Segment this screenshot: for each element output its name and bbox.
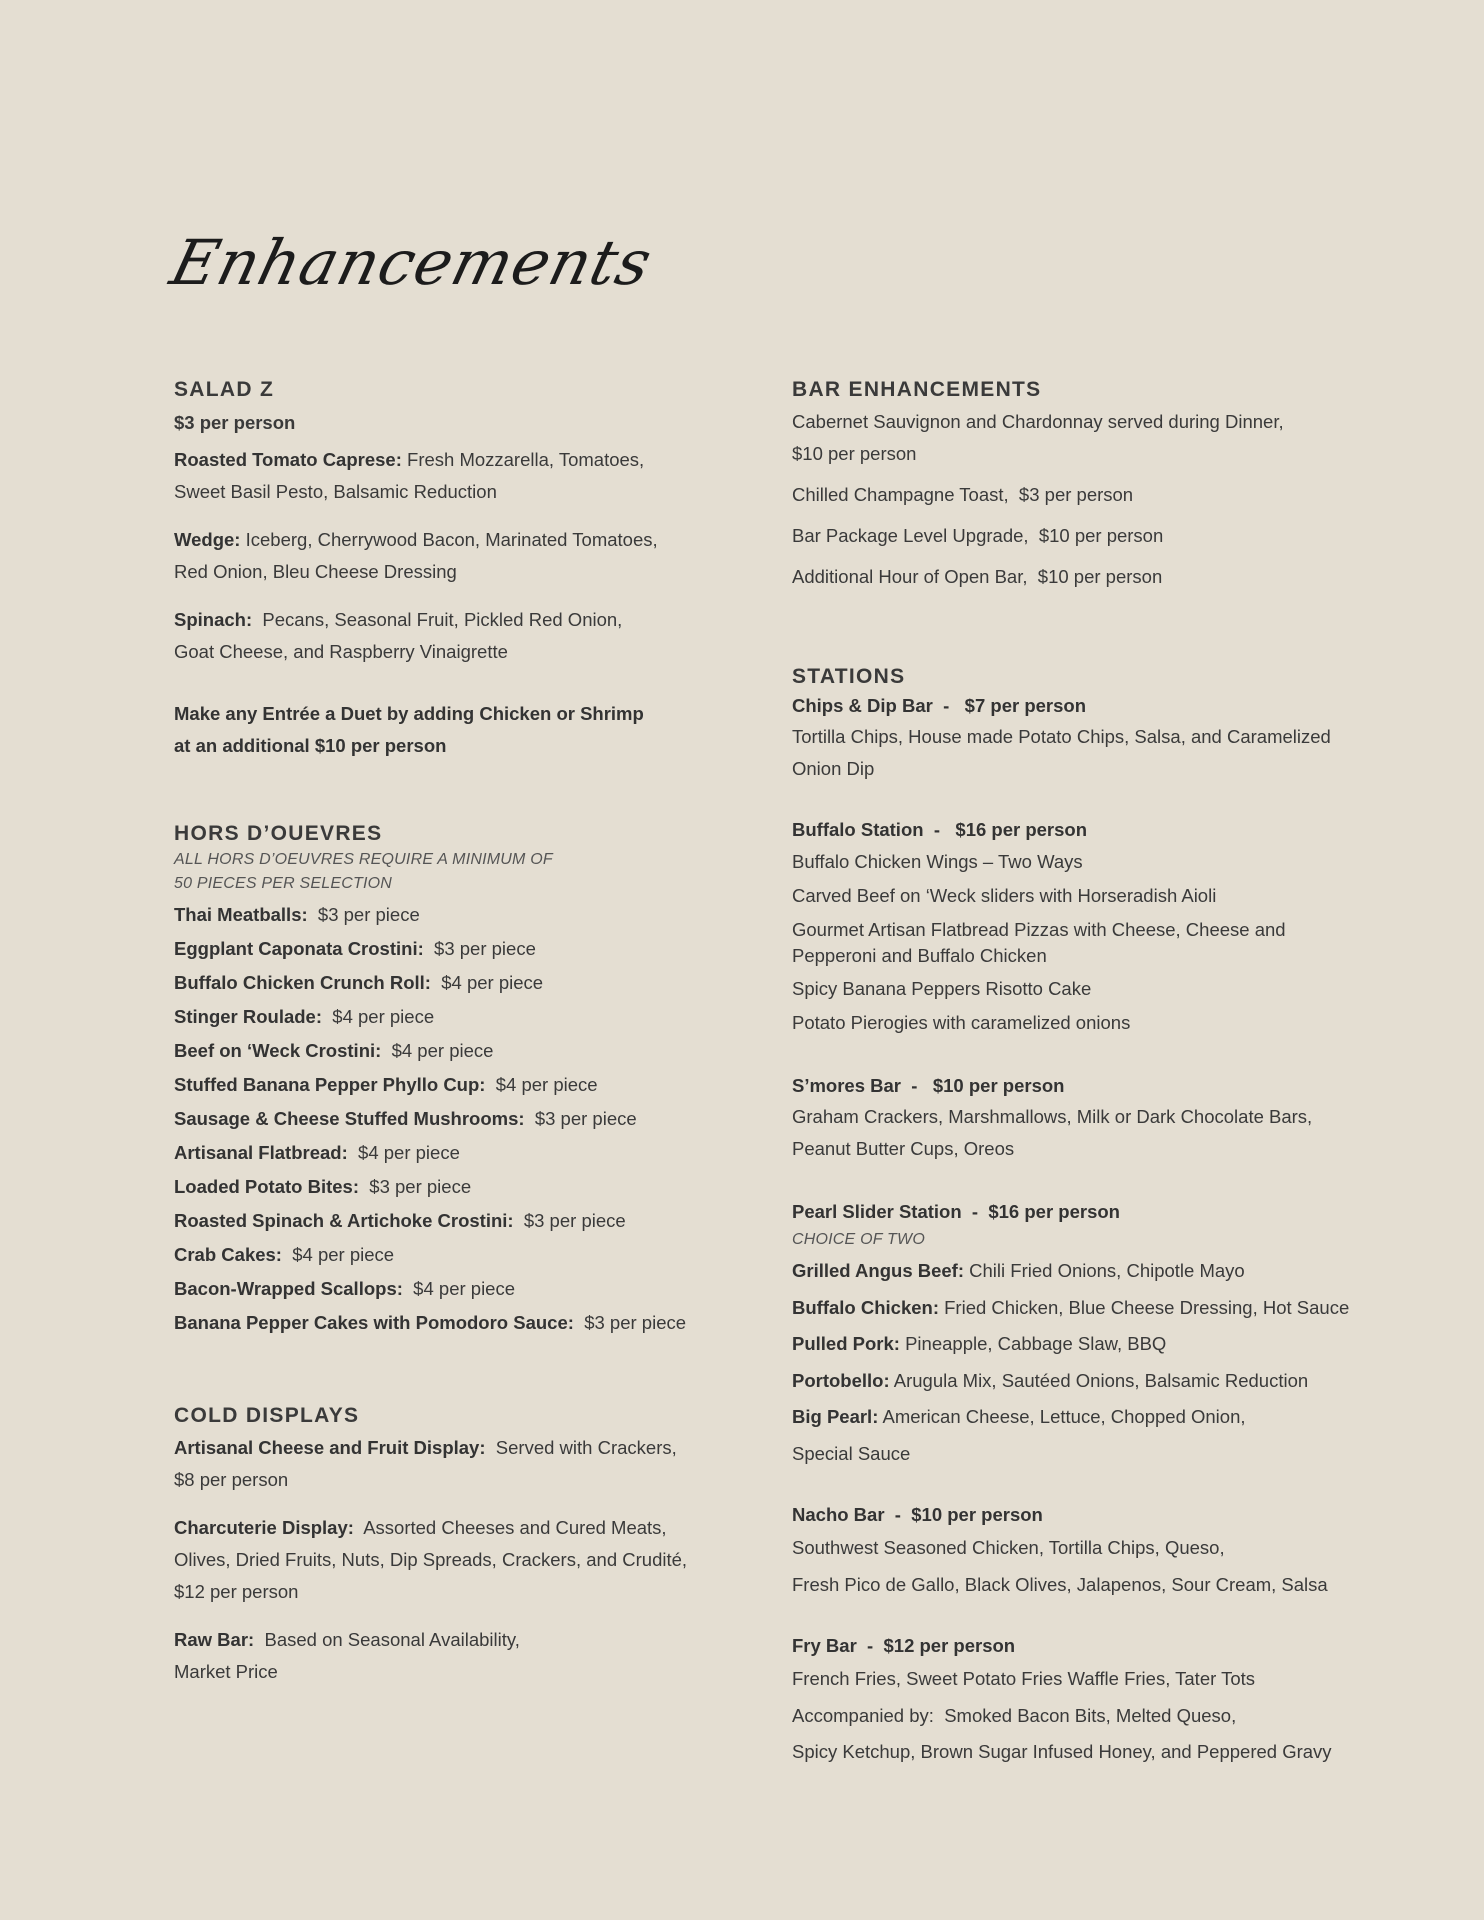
hors-item	[174, 1204, 734, 1238]
salad-item	[174, 444, 734, 476]
right-column	[792, 376, 1372, 1771]
salad-item-desc-line2: Sweet Basil Pesto, Balsamic Reduction	[174, 481, 497, 502]
duet-note-line2: at an additional $10 per person	[174, 735, 447, 756]
buffalo-station-line: Gourmet Artisan Flatbread Pizzas with Cheese, Cheese and	[792, 919, 1286, 940]
fry-station-line1: French Fries, Sweet Potato Fries Waffle Fries, Tater Tots	[792, 1668, 1256, 1689]
hors-item-price: $4 per piece	[402, 1278, 516, 1299]
cold-item-desc: Assorted Cheeses and Cured Meats,	[353, 1517, 667, 1538]
fry-station-line3: Spicy Ketchup, Brown Sugar Infused Honey, and Peppered Gravy	[792, 1741, 1332, 1762]
chips-station-head: Chips & Dip Bar - $7 per person	[792, 695, 1087, 716]
buffalo-station-line: Buffalo Chicken Wings – Two Ways	[792, 851, 1083, 872]
salad-item-name: Wedge:	[174, 529, 241, 550]
slider-item-name: Portobello:	[792, 1369, 890, 1391]
slider-item	[792, 1290, 1372, 1327]
salad-item-name: Spinach:	[174, 609, 253, 630]
salad-item-desc: Pecans, Seasonal Fruit, Pickled Red Onion,	[252, 609, 623, 630]
bar-item: Bar Package Level Upgrade, $10 per person	[792, 525, 1164, 546]
slider-item-desc: Arugula Mix, Sautéed Onions, Balsamic Reduction	[889, 1369, 1309, 1391]
hors-list	[174, 898, 734, 1340]
slider-item-desc: Fried Chicken, Blue Cheese Dressing, Hot Sauce	[938, 1296, 1350, 1318]
buffalo-station-line: Spicy Banana Peppers Risotto Cake	[792, 978, 1092, 999]
hors-item	[174, 1272, 734, 1306]
slider-station-note: CHOICE OF TWO	[792, 1231, 925, 1248]
slider-item	[792, 1399, 1372, 1436]
slider-item-desc: American Cheese, Lettuce, Chopped Onion,	[878, 1406, 1246, 1427]
hors-item	[174, 898, 734, 932]
left-column	[174, 376, 734, 1688]
hors-item-price: $3 per piece	[423, 938, 536, 959]
buffalo-station-head: Buffalo Station - $16 per person	[792, 819, 1088, 840]
stations-section-title: STATIONS	[792, 665, 906, 688]
smores-station-line2: Peanut Butter Cups, Oreos	[792, 1138, 1015, 1159]
hors-item-name: Stuffed Banana Pepper Phyllo Cup:	[174, 1074, 486, 1095]
salad-price: $3 per person	[174, 412, 296, 433]
slider-item-name: Buffalo Chicken:	[792, 1296, 939, 1318]
cold-item-name: Raw Bar:	[174, 1629, 255, 1650]
hors-note-line1: ALL HORS D’OEUVRES REQUIRE A MINIMUM OF	[174, 851, 553, 868]
fry-station-line2: Accompanied by: Smoked Bacon Bits, Melted Queso,	[792, 1704, 1237, 1726]
bar-section-title: BAR ENHANCEMENTS	[792, 378, 1042, 401]
hors-item-price: $3 per piece	[524, 1108, 637, 1129]
hors-item	[174, 932, 734, 966]
slider-last-line: Special Sauce	[792, 1442, 911, 1464]
salad-item-desc: Fresh Mozzarella, Tomatoes,	[401, 449, 645, 470]
slider-item	[792, 1326, 1372, 1363]
cold-item-desc-line2: Olives, Dried Fruits, Nuts, Dip Spreads, Crackers, and Crudité,	[174, 1549, 688, 1570]
slider-item	[792, 1363, 1372, 1400]
cold-item-desc: Based on Seasonal Availability,	[254, 1629, 520, 1650]
page-title: Enhancements	[163, 226, 660, 299]
hors-item	[174, 1102, 734, 1136]
slider-item-name: Grilled Angus Beef:	[792, 1260, 965, 1281]
salad-item-name: Roasted Tomato Caprese:	[174, 449, 402, 470]
hors-note-line2: 50 PIECES PER SELECTION	[174, 875, 393, 892]
smores-station-head: S’mores Bar - $10 per person	[792, 1075, 1065, 1096]
salad-item-desc-line2: Goat Cheese, and Raspberry Vinaigrette	[174, 641, 508, 662]
slider-item-desc: Chili Fried Onions, Chipotle Mayo	[964, 1260, 1245, 1281]
hors-item-name: Bacon-Wrapped Scallops:	[174, 1278, 403, 1299]
hors-item	[174, 1136, 734, 1170]
hors-item-price: $4 per piece	[381, 1040, 494, 1061]
hors-item-name: Artisanal Flatbread:	[174, 1142, 348, 1163]
hors-item	[174, 1170, 734, 1204]
hors-item-price: $3 per piece	[359, 1176, 472, 1197]
hors-item-name: Roasted Spinach & Artichoke Crostini:	[174, 1210, 514, 1231]
salad-section-title: SALAD Z	[174, 378, 275, 401]
cold-item-desc-line2: Market Price	[174, 1661, 278, 1682]
cold-item-name: Artisanal Cheese and Fruit Display:	[174, 1437, 486, 1458]
hors-item	[174, 1034, 734, 1068]
buffalo-station-line: Pepperoni and Buffalo Chicken	[792, 945, 1047, 966]
hors-item-name: Beef on ‘Weck Crostini:	[174, 1040, 382, 1061]
cold-item	[174, 1624, 734, 1656]
hors-item-name: Eggplant Caponata Crostini:	[174, 938, 424, 959]
slider-item-desc: Pineapple, Cabbage Slaw, BBQ	[899, 1333, 1167, 1354]
hors-item-price: $4 per piece	[485, 1074, 598, 1095]
hors-item-name: Banana Pepper Cakes with Pomodoro Sauce:	[174, 1312, 574, 1333]
fry-station-head: Fry Bar - $12 per person	[792, 1635, 1016, 1656]
salad-item	[174, 524, 734, 556]
salad-item	[174, 604, 734, 636]
cold-section-title: COLD DISPLAYS	[174, 1404, 360, 1427]
hors-item-name: Crab Cakes:	[174, 1244, 282, 1265]
salad-item-desc: Iceberg, Cherrywood Bacon, Marinated Tomatoes,	[240, 529, 658, 550]
nacho-station-line1: Southwest Seasoned Chicken, Tortilla Chips, Queso,	[792, 1537, 1225, 1558]
cold-item-name: Charcuterie Display:	[174, 1517, 354, 1538]
buffalo-station-line: Potato Pierogies with caramelized onions	[792, 1012, 1131, 1033]
hors-item-name: Buffalo Chicken Crunch Roll:	[174, 972, 431, 993]
duet-note-line1: Make any Entrée a Duet by adding Chicken or Shrimp	[174, 703, 644, 724]
hors-item-name: Sausage & Cheese Stuffed Mushrooms:	[174, 1108, 525, 1129]
buffalo-station-line: Carved Beef on ‘Weck sliders with Horseradish Aioli	[792, 885, 1217, 906]
hors-item	[174, 966, 734, 1000]
chips-station-line2: Onion Dip	[792, 758, 875, 779]
hors-section-title: HORS D’OUEVRES	[174, 822, 383, 845]
hors-item	[174, 1000, 734, 1034]
bar-wine-line2: $10 per person	[792, 443, 917, 464]
hors-item	[174, 1238, 734, 1272]
bar-wine-line1: Cabernet Sauvignon and Chardonnay served during Dinner,	[792, 411, 1284, 432]
salad-item-desc-line2: Red Onion, Bleu Cheese Dressing	[174, 561, 457, 582]
hors-item-price: $3 per piece	[573, 1312, 687, 1333]
smores-station-line1: Graham Crackers, Marshmallows, Milk or Dark Chocolate Bars,	[792, 1106, 1313, 1127]
nacho-station-line2: Fresh Pico de Gallo, Black Olives, Jalapenos, Sour Cream, Salsa	[792, 1573, 1328, 1595]
cold-item-desc: Served with Crackers,	[485, 1437, 677, 1458]
chips-station-line1: Tortilla Chips, House made Potato Chips, Salsa, and Caramelized	[792, 726, 1331, 747]
hors-item-name: Thai Meatballs:	[174, 904, 308, 925]
hors-item-name: Stinger Roulade:	[174, 1006, 323, 1027]
cold-item-desc-line2: $8 per person	[174, 1469, 289, 1490]
nacho-station-head: Nacho Bar - $10 per person	[792, 1504, 1043, 1525]
slider-station-head: Pearl Slider Station - $16 per person	[792, 1201, 1120, 1222]
hors-item-price: $3 per piece	[513, 1210, 626, 1231]
slider-item-name: Big Pearl:	[792, 1406, 879, 1427]
cold-item	[174, 1432, 734, 1464]
hors-item	[174, 1306, 734, 1340]
cold-item	[174, 1512, 734, 1544]
slider-item-name: Pulled Pork:	[792, 1333, 900, 1354]
hors-item-name: Loaded Potato Bites:	[174, 1176, 360, 1197]
hors-item-price: $4 per piece	[347, 1142, 460, 1163]
slider-item	[792, 1253, 1372, 1290]
cold-item-desc-line3: $12 per person	[174, 1581, 299, 1602]
hors-item-price: $4 per piece	[322, 1006, 435, 1027]
hors-item-price: $4 per piece	[281, 1244, 395, 1265]
bar-item: Additional Hour of Open Bar, $10 per person	[792, 566, 1163, 587]
hors-item	[174, 1068, 734, 1102]
hors-item-price: $3 per piece	[307, 904, 420, 925]
hors-item-price: $4 per piece	[430, 972, 544, 993]
bar-item: Chilled Champagne Toast, $3 per person	[792, 484, 1134, 505]
